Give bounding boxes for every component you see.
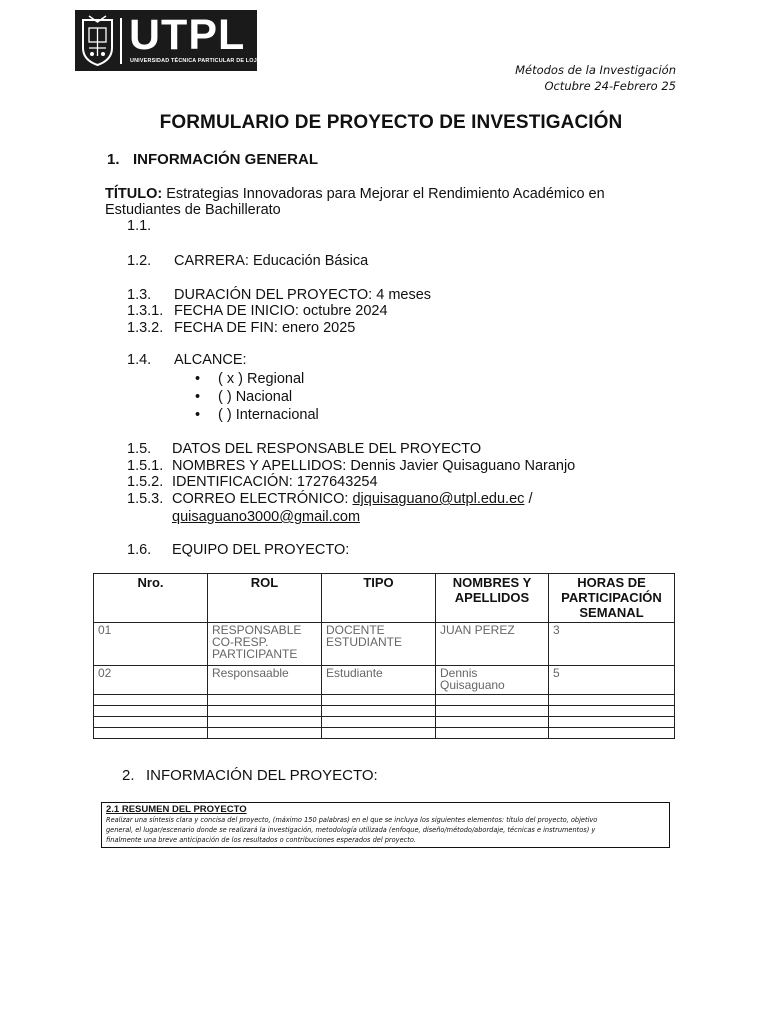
cell-nro[interactable]: 02 <box>94 666 208 695</box>
resumen-box[interactable] <box>101 802 670 848</box>
table-row-empty <box>94 728 675 739</box>
empty-cell[interactable] <box>436 717 549 728</box>
cell-nro[interactable]: 01 <box>94 623 208 666</box>
cell-rol[interactable]: RESPONSABLE CO-RESP. PARTICIPANTE <box>208 623 322 666</box>
section-2-heading: INFORMACIÓN DEL PROYECTO: <box>146 767 378 784</box>
nombres-field: NOMBRES Y APELLIDOS: Dennis Javier Quisaguano Naranjo <box>172 458 576 474</box>
header-rol: ROL <box>208 574 322 623</box>
empty-cell[interactable] <box>322 728 436 739</box>
bullet-icon: • <box>195 389 201 405</box>
item-1-3-2-number: 1.3.2. <box>127 320 164 336</box>
resumen-title: 2.1 RESUMEN DEL PROYECTO <box>106 804 247 815</box>
resumen-instructions-line-3: finalmente una breve anticipación de los resultados o contribuciones esperados del proyecto. <box>106 836 416 844</box>
empty-cell[interactable] <box>436 706 549 717</box>
correo-line-2 <box>172 509 360 525</box>
duracion-field: DURACIÓN DEL PROYECTO: 4 meses <box>174 287 432 303</box>
item-1-1-number: 1.1. <box>127 218 152 234</box>
email-link-utpl[interactable]: djquisaguano@utpl.edu.ec <box>352 491 525 507</box>
table-header-row <box>94 574 675 623</box>
empty-cell[interactable] <box>436 695 549 706</box>
table-row-empty <box>94 695 675 706</box>
empty-cell[interactable] <box>549 695 675 706</box>
project-title-line-1 <box>105 186 605 202</box>
empty-cell[interactable] <box>208 706 322 717</box>
header-nro: Nro. <box>94 574 208 623</box>
fecha-inicio-field: FECHA DE INICIO: octubre 2024 <box>174 303 388 319</box>
empty-cell[interactable] <box>549 728 675 739</box>
alcance-option-regional[interactable]: ( x ) Regional <box>218 371 305 387</box>
correo-line <box>172 491 532 507</box>
cell-tipo[interactable]: DOCENTE ESTUDIANTE <box>322 623 436 666</box>
section-1-number: 1. <box>107 151 120 168</box>
cell-rol[interactable]: Responsaable <box>208 666 322 695</box>
empty-cell[interactable] <box>94 728 208 739</box>
empty-cell[interactable] <box>549 706 675 717</box>
header-tipo: TIPO <box>322 574 436 623</box>
cell-horas[interactable]: 3 <box>549 623 675 666</box>
equipo-heading: EQUIPO DEL PROYECTO: <box>172 542 350 558</box>
empty-cell[interactable] <box>94 695 208 706</box>
logo-wordmark: UTPL <box>129 11 246 59</box>
empty-cell[interactable] <box>208 717 322 728</box>
empty-cell[interactable] <box>436 728 549 739</box>
alcance-option-internacional[interactable]: ( ) Internacional <box>218 407 319 423</box>
empty-cell[interactable] <box>549 717 675 728</box>
titulo-label: TÍTULO: <box>105 186 163 202</box>
table-row-empty <box>94 706 675 717</box>
utpl-logo <box>75 10 261 71</box>
empty-cell[interactable] <box>322 706 436 717</box>
header-nombres: NOMBRES Y APELLIDOS <box>436 574 549 623</box>
item-1-3-1-number: 1.3.1. <box>127 303 164 319</box>
empty-cell[interactable] <box>208 728 322 739</box>
resumen-instructions-line-2: general, el lugar/escenario donde se realizará la investigación, metodología utilizada (enfoque, diseño/método/abordaje, técnicas e instrumentos) y <box>106 826 596 834</box>
project-title-line-2: Estudiantes de Bachillerato <box>105 202 281 218</box>
alcance-option-nacional[interactable]: ( ) Nacional <box>218 389 293 405</box>
header-horas: HORAS DE PARTICIPACIÓN SEMANAL <box>549 574 675 623</box>
responsable-heading: DATOS DEL RESPONSABLE DEL PROYECTO <box>172 441 482 457</box>
cell-tipo[interactable]: Estudiante <box>322 666 436 695</box>
email-separator: / <box>528 491 533 507</box>
bullet-icon: • <box>195 407 201 423</box>
titulo-value: Estrategias Innovadoras para Mejorar el Rendimiento Académico en <box>166 186 605 202</box>
cell-nombres[interactable]: Dennis Quisaguano <box>436 666 549 695</box>
correo-label: CORREO ELECTRÓNICO: <box>172 491 349 507</box>
document-title: FORMULARIO DE PROYECTO DE INVESTIGACIÓN <box>159 112 623 133</box>
section-2-number: 2. <box>122 767 135 784</box>
cell-nombres[interactable]: JUAN PEREZ <box>436 623 549 666</box>
course-name: Métodos de la Investigación <box>515 63 676 77</box>
university-seal-icon <box>80 14 115 67</box>
item-1-5-1-number: 1.5.1. <box>127 458 164 474</box>
item-1-3-number: 1.3. <box>127 287 152 303</box>
empty-cell[interactable] <box>322 695 436 706</box>
team-table <box>93 573 675 739</box>
bullet-icon: • <box>195 371 201 387</box>
empty-cell[interactable] <box>322 717 436 728</box>
email-link-gmail[interactable]: quisaguano3000@gmail.com <box>172 509 361 525</box>
fecha-fin-field: FECHA DE FIN: enero 2025 <box>174 320 356 336</box>
section-1-heading: INFORMACIÓN GENERAL <box>133 151 318 168</box>
course-period: Octubre 24-Febrero 25 <box>544 79 676 93</box>
table-row <box>94 666 675 695</box>
identificacion-field: IDENTIFICACIÓN: 1727643254 <box>172 474 378 490</box>
table-row-empty <box>94 717 675 728</box>
item-1-6-number: 1.6. <box>127 542 152 558</box>
item-1-5-3-number: 1.5.3. <box>127 491 164 507</box>
item-1-2-number: 1.2. <box>127 253 152 269</box>
item-1-5-2-number: 1.5.2. <box>127 474 164 490</box>
cell-horas[interactable]: 5 <box>549 666 675 695</box>
empty-cell[interactable] <box>94 717 208 728</box>
alcance-label: ALCANCE: <box>174 352 247 368</box>
empty-cell[interactable] <box>94 706 208 717</box>
logo-separator <box>120 18 122 64</box>
logo-subtitle: UNIVERSIDAD TÉCNICA PARTICULAR DE LOJA <box>130 58 261 64</box>
item-1-5-number: 1.5. <box>127 441 152 457</box>
empty-cell[interactable] <box>208 695 322 706</box>
resumen-instructions-line-1: Realizar una síntesis clara y concisa del proyecto, (máximo 150 palabras) en el que se incluya los siguientes elementos: título del proyecto, objetivo <box>106 816 598 824</box>
item-1-4-number: 1.4. <box>127 352 152 368</box>
carrera-field: CARRERA: Educación Básica <box>174 253 369 269</box>
table-row <box>94 623 675 666</box>
